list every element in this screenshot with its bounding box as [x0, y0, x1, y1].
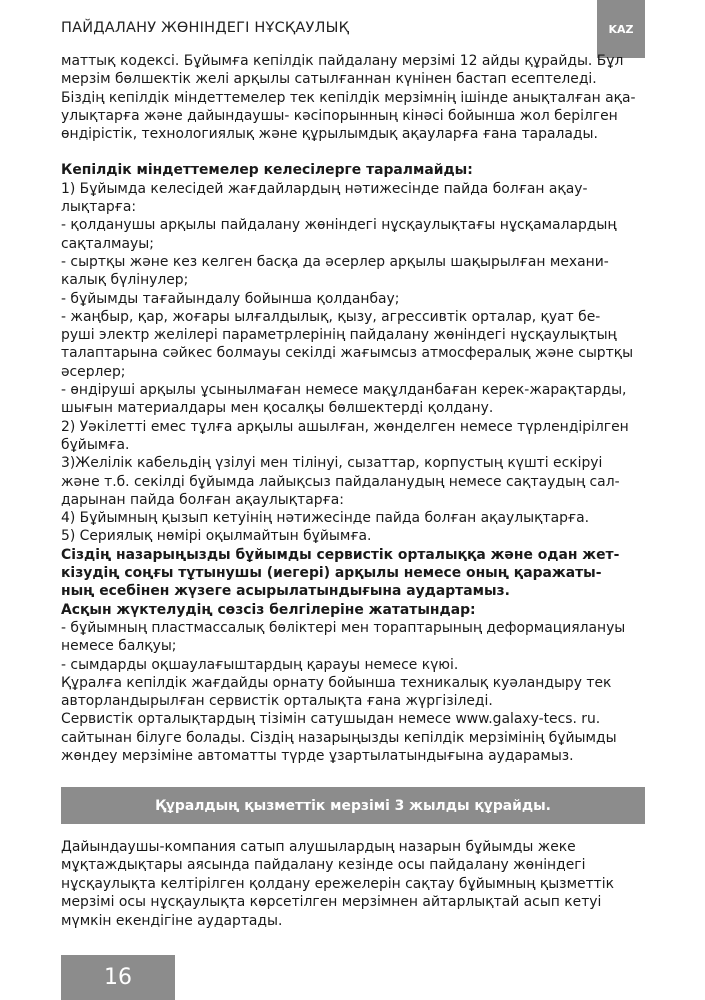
text-line: - сымдарды оқшаулағыштардың қарауы немесе күюі. [61, 656, 459, 673]
text-line: бұйымға. [61, 436, 130, 453]
text-line: калық бүлінулер; [61, 272, 189, 289]
text-line: Құралға кепілдік жағдайды орнату бойынша техникалық куәландыру тек [61, 674, 612, 691]
text-line: жөндеу мерзіміне автоматты түрде ұзартылатындығына аударамыз. [61, 747, 574, 764]
text-line: - қолданушы арқылы пайдалану жөніндегі нұсқаулықтағы нұсқамалардың [61, 217, 617, 234]
text-line: маттық кодексі. Бұйымға кепілдік пайдалану мерзімі 12 айды құрайды. Бұл [61, 53, 624, 69]
text-line: немесе балқуы; [61, 638, 177, 655]
text-line: - бұйымның пластмассалық бөліктері мен тораптарының деформациялануы [61, 619, 626, 636]
text-line: - жаңбыр, қар, жоғары ылғалдылық, қызу, агрессивтік орталар, қуат бе- [61, 308, 601, 325]
text-line: Сервистік орталықтардың тізімін сатушыдан немесе www.galaxy-tecs. ru. [61, 711, 601, 728]
text-line: 4) Бұйымның қызып кетуінің нәтижесінде пайда болған ақаулықтарға. [61, 510, 590, 527]
text-line: өндірістік, технологиялық және құрылымдық ақауларға ғана таралады. [61, 126, 598, 143]
text-line: талаптарына сәйкес болмауы секілді жағымсыз атмосфералық және сыртқы [61, 345, 634, 362]
text-line: 2) Уәкілетті емес тұлға арқылы ашылған, жөнделген немесе түрлендірілген [61, 418, 629, 435]
service-notice-line: Сіздің назарыңызды бұйымды сервистік орталыққа және одан жет- [61, 546, 620, 563]
text-line: 1) Бұйымда келесідей жағдайлардың нәтижесінде пайда болған ақау- [61, 180, 588, 197]
page-header-title: ПАЙДАЛАНУ ЖӨНІНДЕГІ НҰСҚАУЛЫҚ [61, 20, 350, 36]
text-line: лықтарға: [61, 199, 137, 216]
language-badge: KAZ [597, 0, 645, 58]
text-line: улықтарға және дайындаушы- кәсіпорынның кінәсі бойынша жол берілген [61, 107, 618, 124]
text-line: 5) Сериялық нөмірі оқылмайтын бұйымға. [61, 528, 372, 545]
text-line: руші электр желілері параметрлерінің пайдалану жөніндегі нұсқаулықтың [61, 327, 617, 344]
paragraph-gap [61, 143, 645, 161]
text-line: нұсқаулықта келтірілген қолдану ережелерін сақтау бұйымның қызметтік [61, 875, 615, 892]
text-line: сайтынан білуге болады. Сіздің назарыңызды кепілдік мерзімінің бұйымды [61, 729, 617, 746]
service-notice-line: кізудің соңғы тұтынушы (иегері) арқылы немесе оның қаражаты- [61, 565, 602, 582]
text-line: және т.б. секілді бұйымда лайықсыз пайдаланудың немесе сақтаудың сал- [61, 473, 620, 490]
wear-heading: Асқын жүктелудің сөзсіз белгілеріне жататындар: [61, 601, 476, 618]
text-line: дарынан пайда болған ақаулықтарға: [61, 491, 344, 508]
text-line: шығын материалдары мен қосалқы бөлшектерді қолдану. [61, 400, 494, 417]
text-line: сақталмауы; [61, 235, 154, 252]
text-line: - сыртқы және кез келген басқа да әсерлер арқылы шақырылған механи- [61, 253, 609, 270]
text-line: мұқтаждықтары аясында пайдалану кезінде осы пайдалану жөніндегі [61, 857, 586, 874]
text-line: мерзім бөлшектік желі арқылы сатылғаннан күнінен бастап есептеледі. [61, 71, 597, 88]
text-line: - өндіруші арқылы ұсынылмаған немесе мақұлданбаған керек-жарақтарды, [61, 382, 627, 399]
text-line: мерзімі осы нұсқаулықта көрсетілген мерзімнен айтарлықтай асып кетуі [61, 894, 602, 911]
text-line: мүмкін екендігіне аудартады. [61, 912, 283, 929]
text-line: 3)Желілік кабельдің үзілуі мен тілінуі, сызаттар, корпустың күшті ескіруі [61, 455, 603, 472]
service-life-text [61, 838, 645, 930]
text-line: Дайындаушы-компания сатып алушылардың назарын бұйымды жеке [61, 839, 576, 855]
page-number: 16 [61, 955, 175, 1000]
service-life-banner: Құралдың қызметтік мерзімі 3 жылды құрайды. [61, 787, 645, 824]
text-line: авторландырылған сервистік орталықта ғана жүргізіледі. [61, 693, 493, 710]
exclusions-heading: Кепілдік міндеттемелер келесілерге таралмайды: [61, 162, 473, 179]
text-line: Біздің кепілдік міндеттемелер тек кепілдік мерзімнің ішінде анықталған ақа- [61, 89, 636, 106]
text-line: - бұйымды тағайындалу бойынша қолданбау; [61, 290, 400, 307]
warranty-terms-text [61, 52, 645, 765]
service-notice-line: ның есебінен жүзеге асырылатындығына аудартамыз. [61, 583, 510, 600]
text-line: әсерлер; [61, 363, 126, 380]
